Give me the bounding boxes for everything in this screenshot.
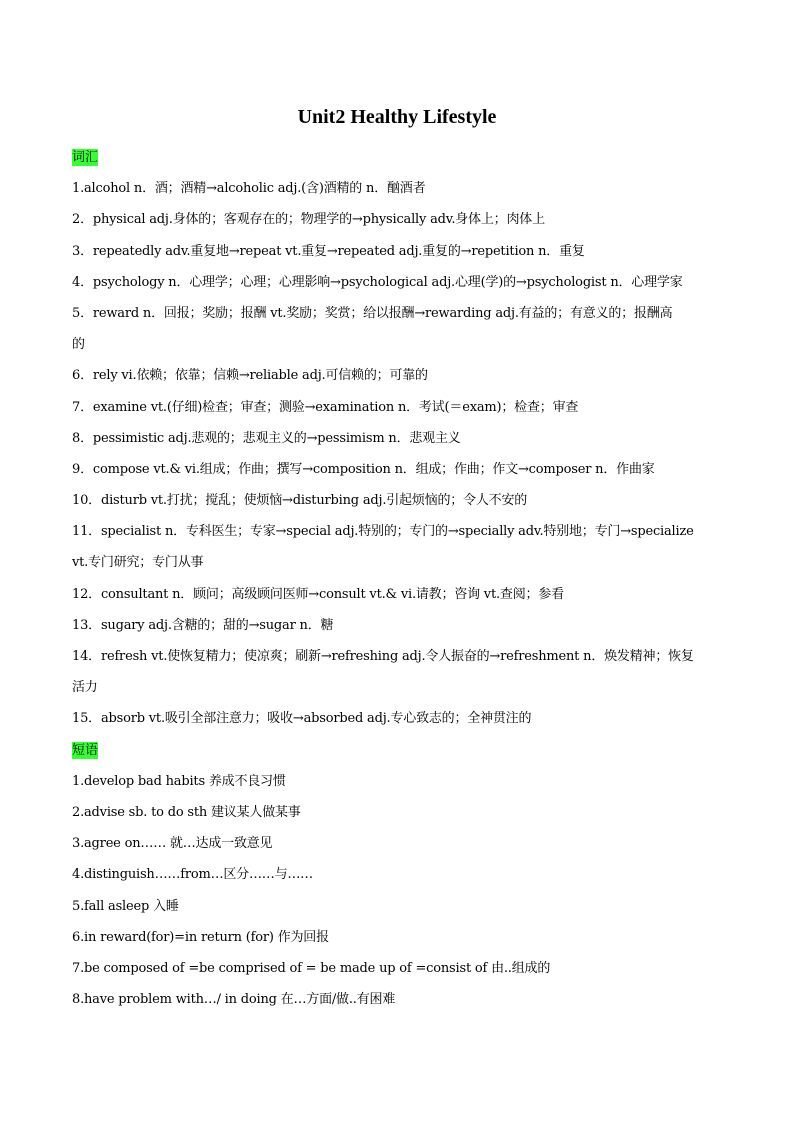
vocab-line: 12．consultant n．顾问；高级顾问医师→consult vt.& vi.请教；咨询 vt.查阅；参看 — [72, 586, 564, 602]
vocab-line: 3．repeatedly adv.重复地→repeat vt.重复→repeated adj.重复的→repetition n．重复 — [72, 243, 585, 259]
vocab-heading-label: 词汇 — [72, 150, 99, 165]
vocab-line: 14．refresh vt.使恢复精力；使凉爽；刷新→refreshing adj.令人振奋的→refreshment n．焕发精神；恢复 — [72, 649, 694, 664]
vocab-line: 7．examine vt.(仔细)检查；审查；测验→examination n．考试(＝exam)；检查；审查 — [72, 399, 579, 415]
vocab-line: 11．specialist n．专科医生；专家→special adj.特别的；专门的→specially adv.特别地；专门→specialize — [72, 524, 694, 540]
vocab-line: 10．disturb vt.打扰；搅乱；使烦恼→disturbing adj.引起烦恼的；令人不安的 — [72, 493, 528, 509]
vocab-line: 8．pessimistic adj.悲观的；悲观主义的→pessimism n．悲观主义 — [72, 430, 461, 446]
vocab-section-heading — [72, 142, 724, 173]
vocab-line: 15．absorb vt.吸引全部注意力；吸收→absorbed adj.专心致志的；全神贯注的 — [72, 711, 532, 727]
phrase-line: 4.distinguish……from…区分……与…… — [72, 867, 313, 883]
vocab-line: 9．compose vt.& vi.组成；作曲；撰写→composition n．组成；作曲；作文→composer n．作曲家 — [72, 461, 655, 477]
document-body — [72, 142, 724, 1015]
vocab-line: 1.alcohol n．酒；酒精→alcoholic adj.(含)酒精的 n．酗酒者 — [72, 181, 426, 197]
phrase-line: 6.in reward(for)=in return (for) 作为回报 — [72, 929, 329, 945]
vocab-line: 活力 — [72, 680, 98, 696]
vocab-line: 4．psychology n．心理学；心理；心理影响→psychological adj.心理(学)的→psychologist n．心理学家 — [72, 274, 683, 290]
vocab-line: 的 — [72, 337, 85, 353]
phrase-section-heading — [72, 735, 724, 766]
phrase-line: 8.have problem with…/ in doing 在…方面/做..有困难 — [72, 992, 396, 1008]
phrase-line: 7.be composed of =be comprised of = be made up of =consist of 由..组成的 — [72, 960, 551, 976]
vocab-line: vt.专门研究；专门从事 — [72, 555, 204, 571]
phrase-line: 2.advise sb. to do sth 建议某人做某事 — [72, 804, 301, 820]
phrase-heading-label: 短语 — [72, 742, 99, 758]
phrase-line: 1.develop bad habits 养成不良习惯 — [72, 773, 286, 789]
vocab-line: 13．sugary adj.含糖的；甜的→sugar n．糖 — [72, 617, 334, 633]
phrase-line: 3.agree on…… 就…达成一致意见 — [72, 836, 273, 852]
vocab-line: 2．physical adj.身体的；客观存在的；物理学的→physically adv.身体上；肉体上 — [72, 212, 545, 228]
page-title: Unit2 Healthy Lifestyle — [297, 106, 497, 128]
vocab-line: 6．rely vi.依赖；依靠；信赖→reliable adj.可信赖的；可靠的 — [72, 368, 428, 384]
phrase-line: 5.fall asleep 入睡 — [72, 898, 179, 914]
vocab-line: 5．reward n．回报；奖励；报酬 vt.奖励；奖赏；给以报酬→rewarding adj.有益的；有意义的；报酬高 — [72, 305, 673, 321]
